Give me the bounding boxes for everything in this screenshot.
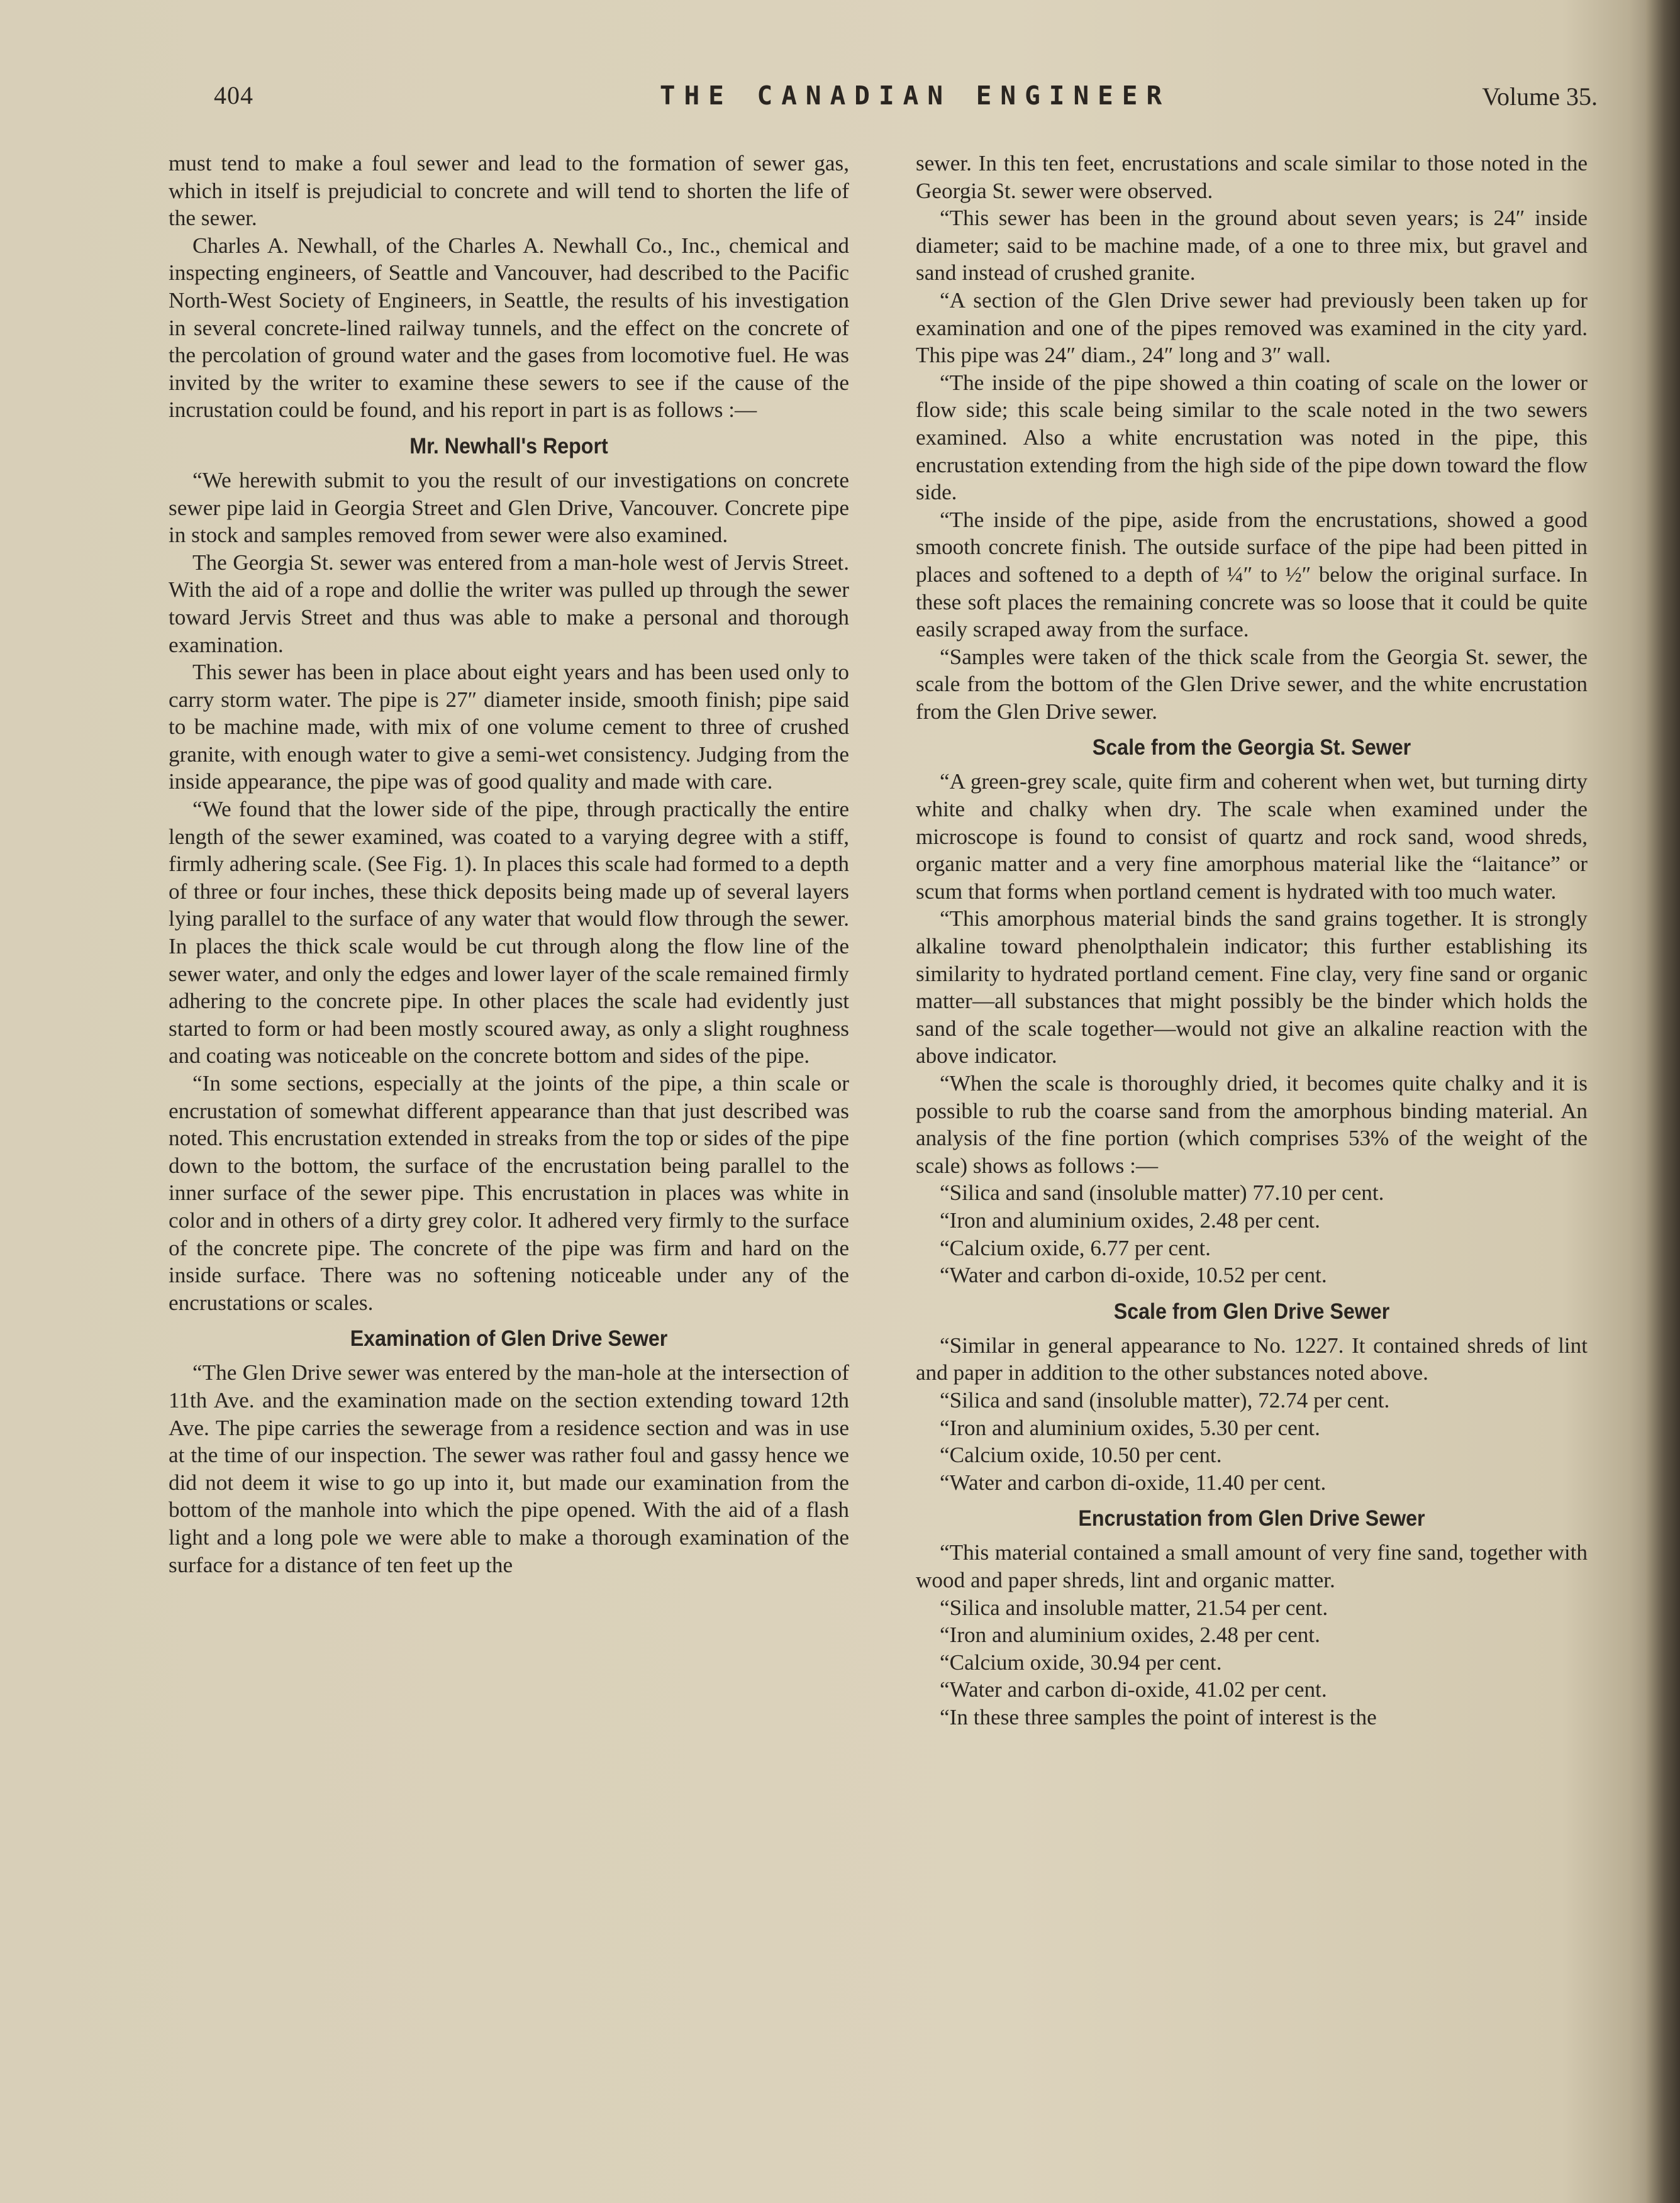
page-header	[214, 80, 1598, 118]
paragraph: “We found that the lower side of the pipe, through practically the entire length of the sewer examined, was coated to a varying degree with a stiff, firmly adhering scale. (See Fig. 1). In places this scale had formed to a depth of three or four inches, these thick deposits being made up of several layers lying parallel to the surface of any water that would flow through the sewer. In places the thick scale would be cut through along the flow line of the sewer water, and only the edges and lower layer of the scale remained firmly adhering to the concrete pipe. In other places the scale had evidently just started to form or had been mostly scoured away, as only a slight roughness and coating was noticeable on the concrete bottom and sides of the pipe.	[169, 797, 849, 1068]
analysis-line: “Silica and sand (insoluble matter) 77.10 per cent.	[940, 1180, 1384, 1206]
analysis-line: “Calcium oxide, 6.77 per cent.	[940, 1235, 1211, 1260]
section-heading: Scale from the Georgia St. Sewer	[1092, 735, 1411, 760]
paragraph: “A green-grey scale, quite firm and coherent when wet, but turning dirty white and chalky when dry. The scale when examined under the microscope is found to consist of quartz and rock sand, wood shreds, organic matter and a very fine amorphous material like the “laitance” or scum that forms when portland cement is hydrated with too much water.	[916, 769, 1588, 904]
paragraph: “This material contained a small amount of very fine sand, together with wood and paper shreds, lint and organic matter.	[916, 1540, 1588, 1592]
paragraph: “Similar in general appearance to No. 1227. It contained shreds of lint and paper in addition to the other substances noted above.	[916, 1333, 1588, 1385]
paragraph: “In these three samples the point of interest is the	[940, 1704, 1377, 1729]
paragraph: “The inside of the pipe, aside from the encrustations, showed a good smooth concrete finish. The outside surface of the pipe had been pitted in places and softened to a depth of ¼″ to ½″ below the original surface. In these soft places the remaining concrete was so loose that it could be quite easily scraped away from the surface.	[916, 507, 1588, 642]
paragraph: must tend to make a foul sewer and lead to the formation of sewer gas, which in itself is prejudicial to concrete and will tend to shorten the life of the sewer.	[169, 151, 849, 231]
analysis-line: “Calcium oxide, 30.94 per cent.	[940, 1650, 1222, 1675]
analysis-line: “Iron and aluminium oxides, 2.48 per cent.	[940, 1623, 1320, 1648]
paragraph: “We herewith submit to you the result of our investigations on concrete sewer pipe laid in Georgia Street and Glen Drive, Vancouver. Concrete pipe in stock and samples removed from sewer were also examined.	[169, 467, 849, 548]
journal-title: THE CANADIAN ENGINEER	[659, 80, 1171, 111]
analysis-line: “Silica and insoluble matter, 21.54 per cent.	[940, 1595, 1328, 1620]
analysis-line: “Silica and sand (insoluble matter), 72.74 per cent.	[940, 1387, 1390, 1412]
analysis-line: “Water and carbon di-oxide, 41.02 per cent.	[940, 1677, 1327, 1702]
volume-label: Volume 35.	[1482, 82, 1598, 111]
paragraph: “This sewer has been in the ground about seven years; is 24″ inside diameter; said to be machine made, of a one to three mix, but gravel and sand instead of crushed granite.	[916, 206, 1588, 286]
paragraph: The Georgia St. sewer was entered from a man-hole west of Jervis Street. With the aid of a rope and dollie the writer was pulled up through the sewer toward Jervis Street and thus was able to make a personal and thorough examination.	[169, 550, 849, 657]
left-column	[169, 150, 849, 1579]
analysis-line: “Calcium oxide, 10.50 per cent.	[940, 1443, 1222, 1468]
paragraph: “Samples were taken of the thick scale from the Georgia St. sewer, the scale from the bottom of the Glen Drive sewer, and the white encrustation from the Glen Drive sewer.	[916, 644, 1588, 724]
paragraph: “In some sections, especially at the joints of the pipe, a thin scale or encrustation of somewhat different appearance than that just described was noted. This encrustation extended in streaks from the top or sides of the pipe down to the bottom, the surface of the encrustation being parallel to the inner surface of the sewer pipe. This encrustation in places was white in color and in others of a dirty grey color. It adhered very firmly to the surface of the concrete pipe. The concrete of the pipe was firm and hard on the inside surface. There was no softening noticeable under any of the encrustations or scales.	[169, 1071, 849, 1315]
right-column	[916, 150, 1588, 1731]
section-heading: Scale from Glen Drive Sewer	[1113, 1299, 1390, 1324]
page-number: 404	[214, 81, 253, 109]
book-spine-shadow	[1645, 0, 1680, 2203]
analysis-line: “Water and carbon di-oxide, 11.40 per cent.	[940, 1470, 1327, 1495]
paragraph: “This amorphous material binds the sand grains together. It is strongly alkaline toward phenolpthalein indicator; this further establishing its similarity to hydrated portland cement. Fine clay, very fine sand or organic matter—all substances that might possibly be the binder which holds the sand of the scale together—would not give an alkaline reaction with the above indicator.	[916, 906, 1588, 1068]
analysis-line: “Iron and aluminium oxides, 2.48 per cent.	[940, 1207, 1320, 1233]
paragraph: “A section of the Glen Drive sewer had previously been taken up for examination and one of the pipes removed was examined in the city yard. This pipe was 24″ diam., 24″ long and 3″ wall.	[916, 287, 1588, 368]
analysis-line: “Water and carbon di-oxide, 10.52 per cent.	[940, 1263, 1327, 1288]
analysis-line: “Iron and aluminium oxides, 5.30 per cent.	[940, 1415, 1320, 1440]
section-heading: Examination of Glen Drive Sewer	[350, 1326, 668, 1351]
section-heading: Encrustation from Glen Drive Sewer	[1078, 1506, 1425, 1531]
paragraph: This sewer has been in place about eight years and has been used only to carry storm water. The pipe is 27″ diameter inside, smooth finish; pipe said to be machine made, with mix of one volume cement to three of crushed granite, with enough water to give a semi-wet consistency. Judging from the inside appearance, the pipe was of good quality and made with care.	[169, 660, 849, 794]
section-heading: Mr. Newhall's Report	[409, 433, 608, 458]
paragraph: “When the scale is thoroughly dried, it becomes quite chalky and it is possible to rub the coarse sand from the amorphous binding material. An analysis of the fine portion (which comprises 53% of the weight of the scale) shows as follows :—	[916, 1071, 1588, 1178]
paragraph: “The Glen Drive sewer was entered by the man-hole at the intersection of 11th Ave. and the examination made on the section extending toward 12th Ave. The pipe carries the sewerage from a residence section and was in use at the time of our inspection. The sewer was rather foul and gassy hence we did not deem it wise to go up into it, but made our examination from the bottom of the manhole into which the pipe opened. With the aid of a flash light and a long pole we were able to make a thorough examination of the surface for a distance of ten feet up the	[169, 1360, 849, 1577]
paragraph: Charles A. Newhall, of the Charles A. Newhall Co., Inc., chemical and inspecting engineers, of Seattle and Vancouver, had described to the Pacific North-West Society of Engineers, in Seattle, the results of his investigation in several concrete-lined railway tunnels, and the effect on the concrete of the percolation of ground water and the gases from locomotive fuel. He was invited by the writer to examine these sewers to see if the cause of the incrustation could be found, and his report in part is as follows :—	[169, 233, 849, 423]
paragraph: sewer. In this ten feet, encrustations and scale similar to those noted in the Georgia St. sewer were observed.	[916, 151, 1588, 203]
paragraph: “The inside of the pipe showed a thin coating of scale on the lower or flow side; this scale being similar to the scale noted in the two sewers examined. Also a white encrustation was noted in the pipe, this encrustation extending from the high side of the pipe down toward the flow side.	[916, 370, 1588, 505]
